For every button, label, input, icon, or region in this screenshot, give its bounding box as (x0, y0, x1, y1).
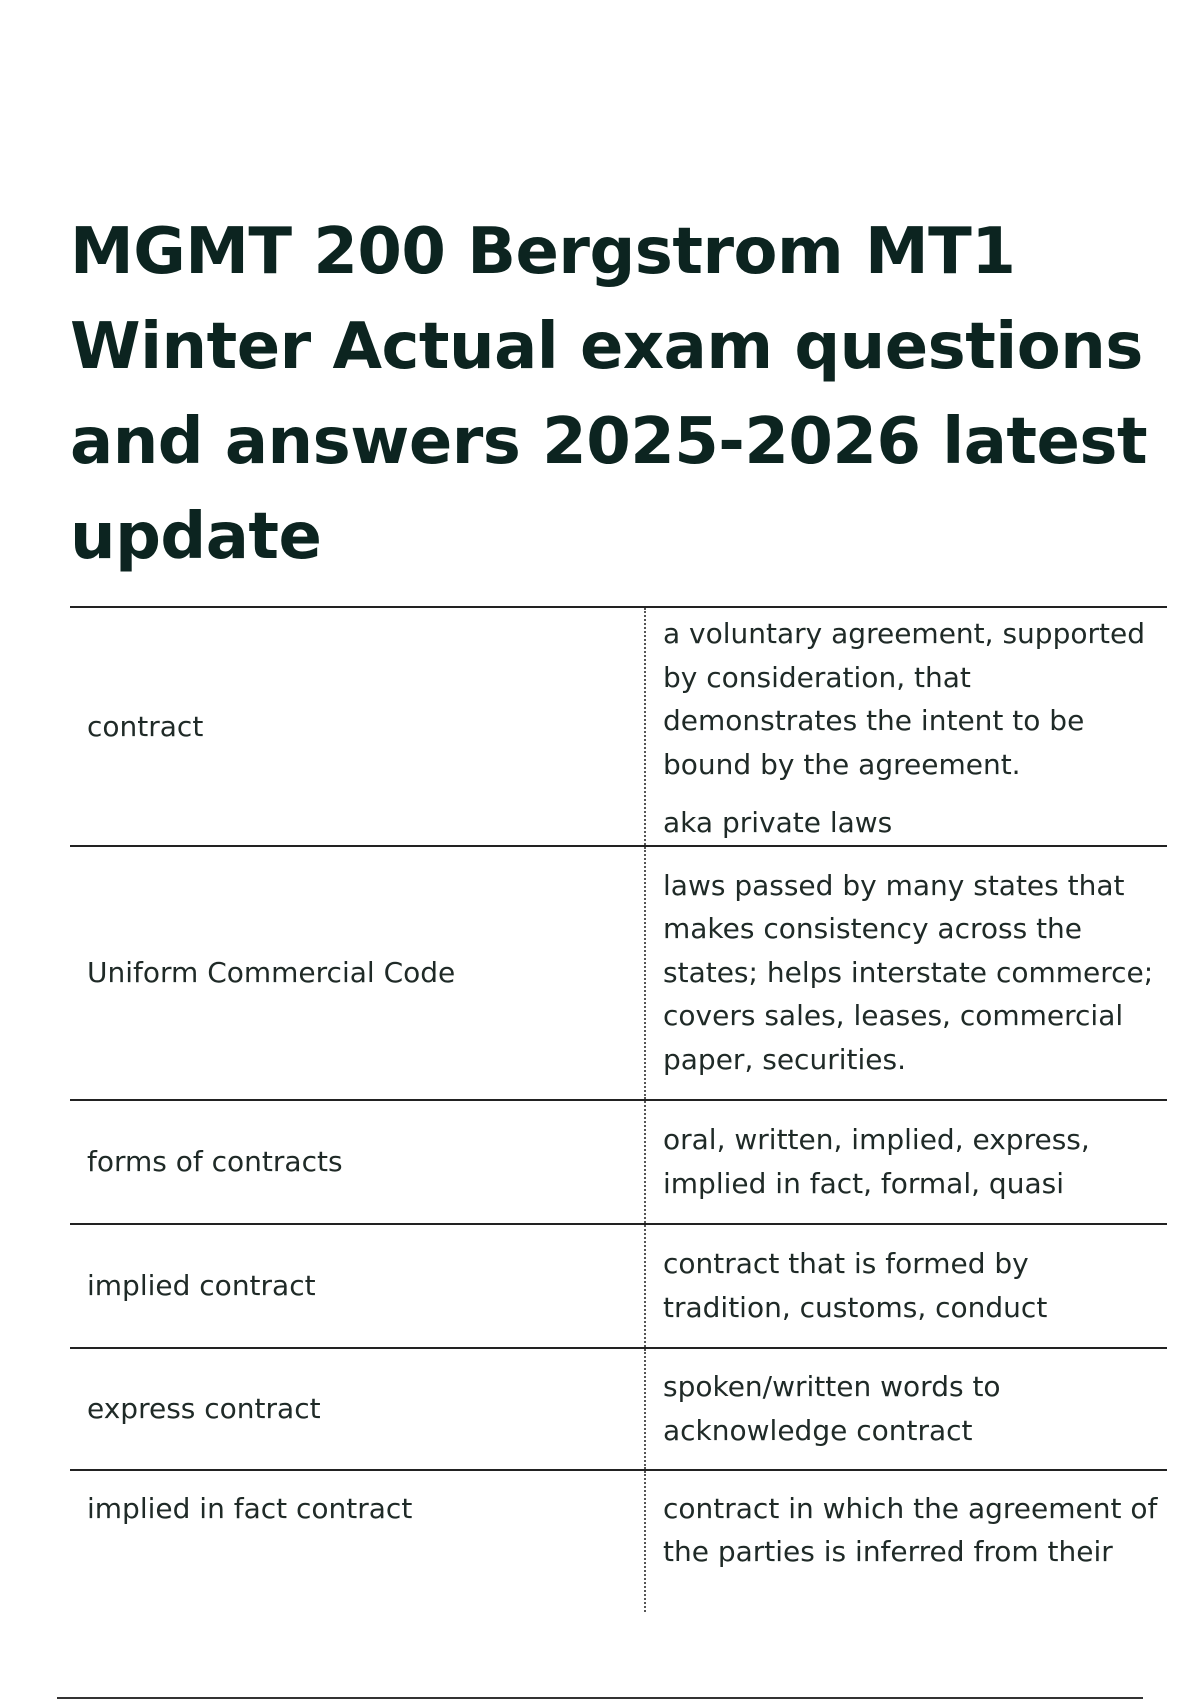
definition-cell (645, 846, 1167, 1100)
definition-text: spoken/written words to acknowledge contract (663, 1370, 1001, 1447)
table-row (70, 1100, 1167, 1224)
definition-cell (645, 607, 1167, 846)
table-row (70, 1224, 1167, 1348)
term-cell: contract (70, 607, 645, 846)
definition-cell (645, 1224, 1167, 1348)
term-cell: implied in fact contract (70, 1470, 645, 1612)
footer-divider (57, 1697, 1143, 1699)
definition-cell (645, 1100, 1167, 1224)
term-cell: implied contract (70, 1224, 645, 1348)
definition-text: contract in which the agreement of the parties is inferred from their (663, 1491, 1158, 1568)
definition-text: a voluntary agreement, supported by consideration, that demonstrates the intent to be bound by the agreement. (663, 617, 1145, 781)
document-title: MGMT 200 Bergstrom MT1 Winter Actual exam questions and answers 2025-2026 latest update (70, 215, 1148, 574)
table-row (70, 1348, 1167, 1470)
definition-text: aka private laws (663, 806, 893, 839)
term-cell: express contract (70, 1348, 645, 1470)
term-cell: Uniform Commercial Code (70, 846, 645, 1100)
table-row (70, 846, 1167, 1100)
table-row (70, 1470, 1167, 1612)
term-definition-table (70, 606, 1167, 1612)
table-row (70, 607, 1167, 846)
definition-text: laws passed by many states that makes consistency across the states; helps interstate commerce; covers sales, leases, commercial paper, securities. (663, 868, 1154, 1076)
definition-cell (645, 1470, 1167, 1612)
definition-cell (645, 1348, 1167, 1470)
definition-text: oral, written, implied, express, implied in fact, formal, quasi (663, 1123, 1090, 1200)
term-cell: forms of contracts (70, 1100, 645, 1224)
definition-text: contract that is formed by tradition, customs, conduct (663, 1247, 1048, 1324)
